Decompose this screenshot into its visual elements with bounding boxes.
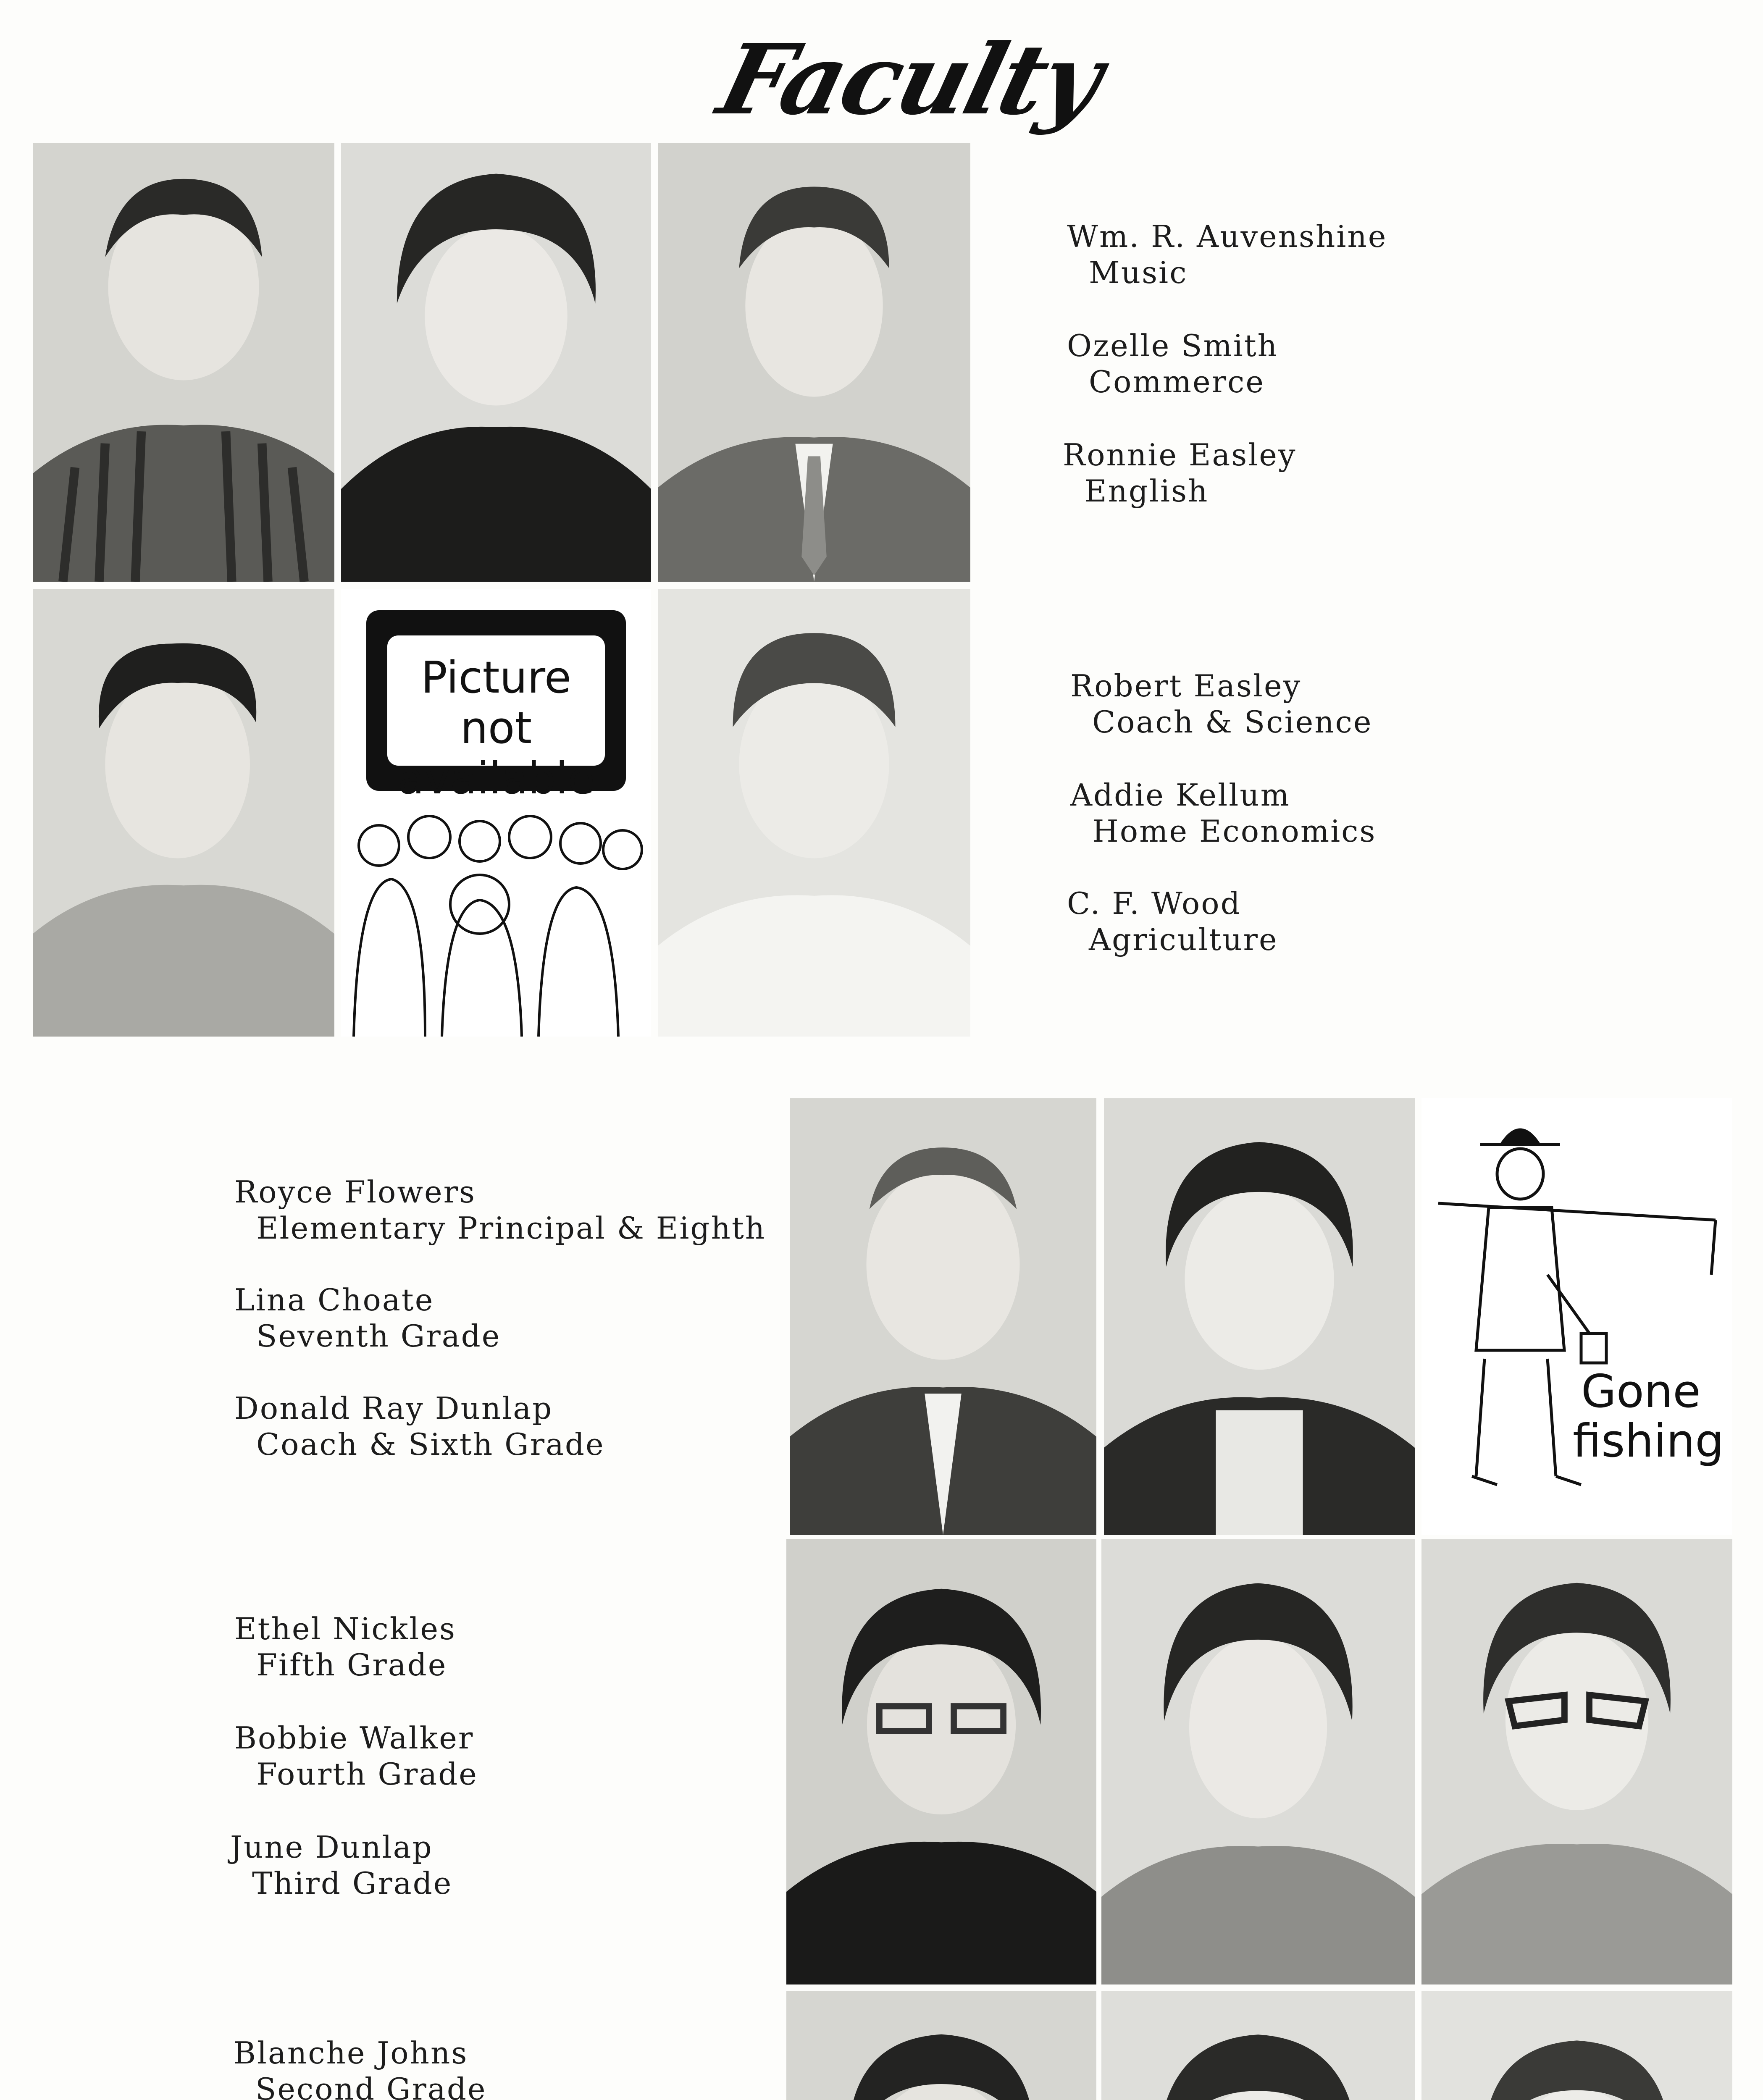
portrait-june-dunlap bbox=[1421, 1539, 1732, 1984]
screen-graphic bbox=[366, 610, 626, 804]
faculty-subject: Music bbox=[1089, 255, 1188, 290]
picture-not-available-placeholder bbox=[341, 589, 651, 1037]
portrait-walker bbox=[1101, 1539, 1415, 1984]
faculty-subject: Elementary Principal & Eighth bbox=[256, 1210, 766, 1246]
faculty-subject: Commerce bbox=[1089, 364, 1265, 399]
faculty-subject: Second Grade bbox=[255, 2071, 487, 2100]
fisherman-drawing-icon bbox=[1421, 1098, 1732, 1535]
caption-johns bbox=[234, 2035, 487, 2100]
faculty-subject: Seventh Grade bbox=[256, 1318, 501, 1354]
faculty-name: C. F. Wood bbox=[1067, 886, 1241, 921]
picture-not-available-label: Picture not available bbox=[387, 635, 605, 766]
fishing-label: fishing bbox=[1573, 1415, 1724, 1467]
caption-choate bbox=[234, 1282, 501, 1354]
faculty-subject: Home Economics bbox=[1092, 814, 1377, 849]
faculty-subject: Coach & Sixth Grade bbox=[256, 1427, 605, 1462]
portrait-fox bbox=[1421, 1991, 1732, 2100]
faculty-name: Royce Flowers bbox=[234, 1174, 476, 1210]
faculty-name: Addie Kellum bbox=[1070, 777, 1290, 813]
faculty-name: June Dunlap bbox=[230, 1830, 433, 1865]
caption-wood bbox=[1067, 885, 1278, 958]
portrait-auvenshine bbox=[33, 143, 334, 582]
portrait-johns bbox=[786, 1991, 1096, 2100]
page-title: Faculty bbox=[708, 23, 1111, 136]
caption-walker bbox=[234, 1720, 478, 1792]
gone-label: Gone bbox=[1581, 1365, 1701, 1418]
faculty-subject: Fifth Grade bbox=[256, 1647, 447, 1683]
caption-ronnie-easley bbox=[1063, 437, 1297, 509]
portrait-hawkins bbox=[1101, 1991, 1415, 2100]
gone-fishing-label bbox=[1573, 1367, 1724, 1466]
portrait-choate bbox=[1104, 1098, 1415, 1535]
faculty-name: Wm. R. Auvenshine bbox=[1067, 219, 1387, 254]
faculty-subject: Third Grade bbox=[252, 1866, 453, 1901]
caption-smith bbox=[1067, 328, 1278, 400]
caption-donald-dunlap bbox=[234, 1390, 605, 1462]
faculty-name: Ozelle Smith bbox=[1067, 328, 1279, 363]
faculty-name: Lina Choate bbox=[234, 1282, 434, 1318]
caption-nickles bbox=[234, 1611, 456, 1683]
faculty-name: Ronnie Easley bbox=[1063, 437, 1297, 472]
faculty-subject: English bbox=[1085, 473, 1209, 509]
portrait-smith bbox=[341, 143, 651, 582]
portrait-flowers bbox=[790, 1098, 1096, 1535]
faculty-name: Robert Easley bbox=[1070, 668, 1302, 704]
caption-flowers bbox=[234, 1174, 766, 1246]
faculty-name: Ethel Nickles bbox=[234, 1611, 456, 1646]
faculty-subject: Coach & Science bbox=[1092, 704, 1373, 740]
caption-auvenshine bbox=[1067, 218, 1387, 291]
faculty-name: Bobbie Walker bbox=[234, 1720, 474, 1756]
gone-fishing-placeholder bbox=[1421, 1098, 1732, 1535]
portrait-robert-easley bbox=[33, 589, 334, 1037]
caption-june-dunlap bbox=[230, 1829, 452, 1901]
audience-drawing-icon bbox=[341, 808, 651, 1037]
caption-robert-easley bbox=[1070, 668, 1373, 740]
faculty-name: Blanche Johns bbox=[234, 2035, 468, 2071]
portrait-ronnie-easley bbox=[658, 143, 970, 582]
faculty-name: Donald Ray Dunlap bbox=[234, 1391, 553, 1426]
portrait-nickles bbox=[786, 1539, 1096, 1984]
portrait-kellum bbox=[658, 589, 970, 1037]
faculty-subject: Fourth Grade bbox=[256, 1756, 478, 1792]
caption-kellum bbox=[1070, 777, 1376, 849]
faculty-subject: Agriculture bbox=[1089, 922, 1278, 957]
